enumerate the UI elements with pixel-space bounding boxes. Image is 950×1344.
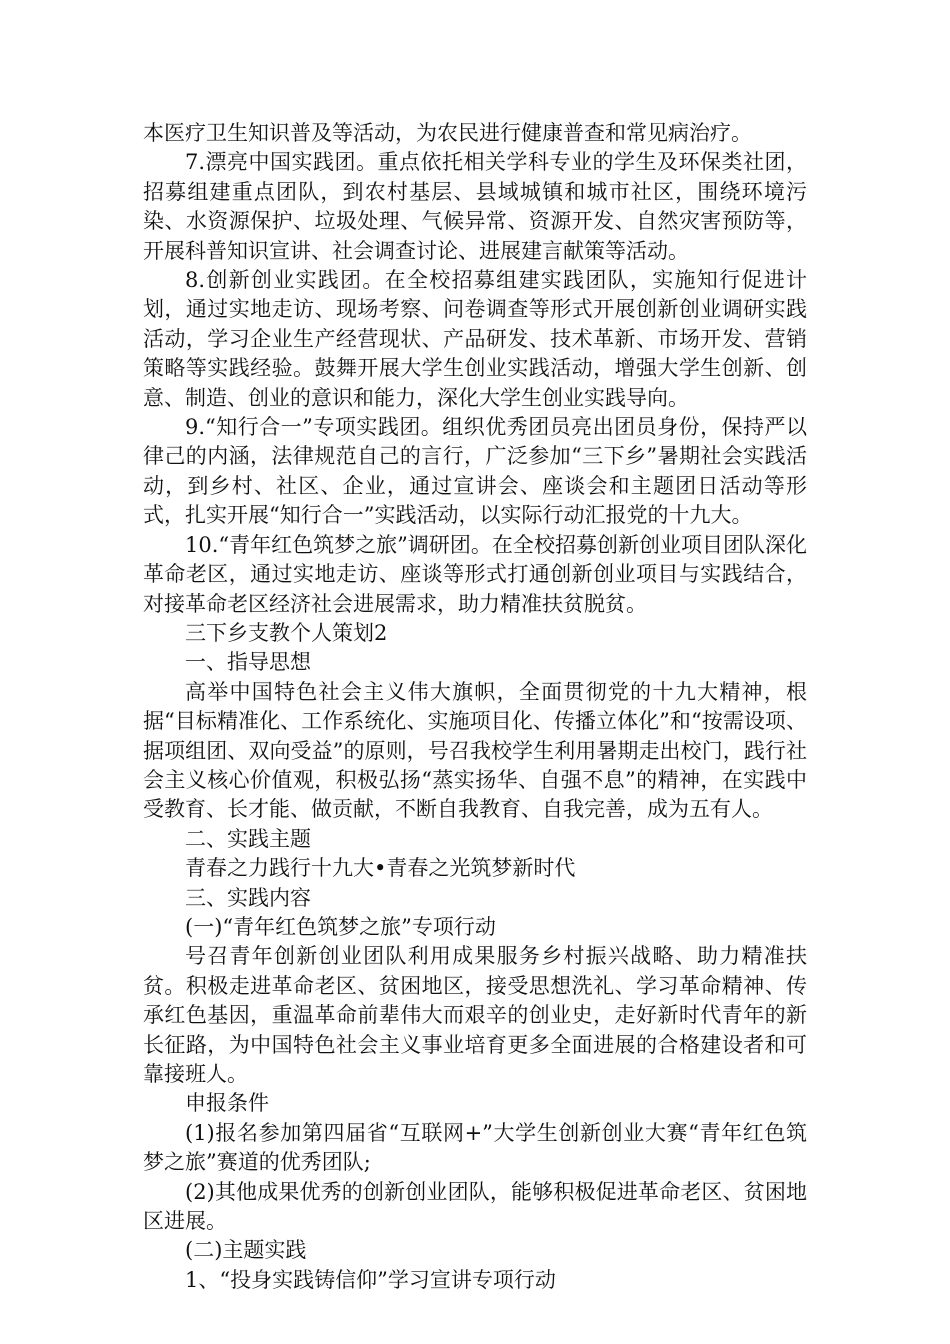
heading-guiding-ideology: 一、指导思想 [185,650,311,675]
subheading-theme-practice: (二)主题实践 [185,1238,307,1263]
paragraph-theme: 青春之力践行十九大•青春之光筑梦新时代 [185,856,576,881]
paragraph-1: 本医疗卫生知识普及等活动，为农民进行健康普查和常见病治疗。 [143,121,752,145]
document-page [143,119,807,1295]
paragraph-3: 8.创新创业实践团。在全校招募组建实践团队，实施知行促进计划，通过实地走访、现场考察、问卷调查等形式开展创新创业调研实践活动，学习企业生产经营现状、产品研发、技术革新、市场开发、营销策略等实践经验。鼓舞开展大学生创业实践活动，增强大学生创新、创意、制造、创业的意识和能力，深化大学生创业实践导向。 [143,268,807,410]
condition-1: (1)报名参加第四届省“互联网+”大学生创新创业大赛“青年红色筑梦之旅”赛道的优秀团队; [143,1120,807,1175]
paragraph-red-dream: 号召青年创新创业团队利用成果服务乡村振兴战略、助力精准扶贫。积极走进革命老区、贫困地区，接受思想洗礼、学习革命精神、传承红色基因，重温革命前辈伟大而艰辛的创业史，走好新时代青年的新长征路，为中国特色社会主义事业培育更多全面进展的合格建设者和可靠接班人。 [143,944,807,1086]
heading-application-conditions: 申报条件 [185,1091,269,1116]
paragraph-2: 7.漂亮中国实践团。重点依托相关学科专业的学生及环保类社团，招募组建重点团队，到农村基层、县域城镇和城市社区，围绕环境污染、水资源保护、垃圾处理、气候异常、资源开发、自然灾害预防等，开展科普知识宣讲、社会调查讨论、进展建言献策等活动。 [143,150,807,263]
heading-practice-theme: 二、实践主题 [185,826,311,851]
subheading-red-dream: (一)“青年红色筑梦之旅”专项行动 [185,914,496,939]
section-title-plan-2: 三下乡支教个人策划2 [185,620,388,645]
item-1-action: 1、“投身实践铸信仰”学习宣讲专项行动 [185,1267,556,1292]
paragraph-5: 10.“青年红色筑梦之旅”调研团。在全校招募创新创业项目团队深化革命老区，通过实地走访、座谈等形式打通创新创业项目与实践结合，对接革命老区经济社会进展需求，助力精准扶贫脱贫。 [143,532,807,616]
condition-2: (2)其他成果优秀的创新创业团队，能够积极促进革命老区、贫困地区进展。 [143,1179,807,1234]
heading-practice-content: 三、实践内容 [185,885,311,910]
paragraph-4: 9.“知行合一”专项实践团。组织优秀团员亮出团员身份，保持严以律己的内涵，法律规范自己的言行，广泛参加“三下乡”暑期社会实践活动，到乡村、社区、企业，通过宣讲会、座谈会和主题团日活动等形式，扎实开展“知行合一”实践活动，以实际行动汇报党的十九大。 [143,415,807,528]
paragraph-ideology: 高举中国特色社会主义伟大旗帜，全面贯彻党的十九大精神，根据“目标精准化、工作系统化、实施项目化、传播立体化”和“按需设项、据项组团、双向受益”的原则，号召我校学生利用暑期走出校门，践行社会主义核心价值观，积极弘扬“蒸实扬华、自强不息”的精神，在实践中受教育、长才能、做贡献，不断自我教育、自我完善，成为五有人。 [143,679,807,822]
